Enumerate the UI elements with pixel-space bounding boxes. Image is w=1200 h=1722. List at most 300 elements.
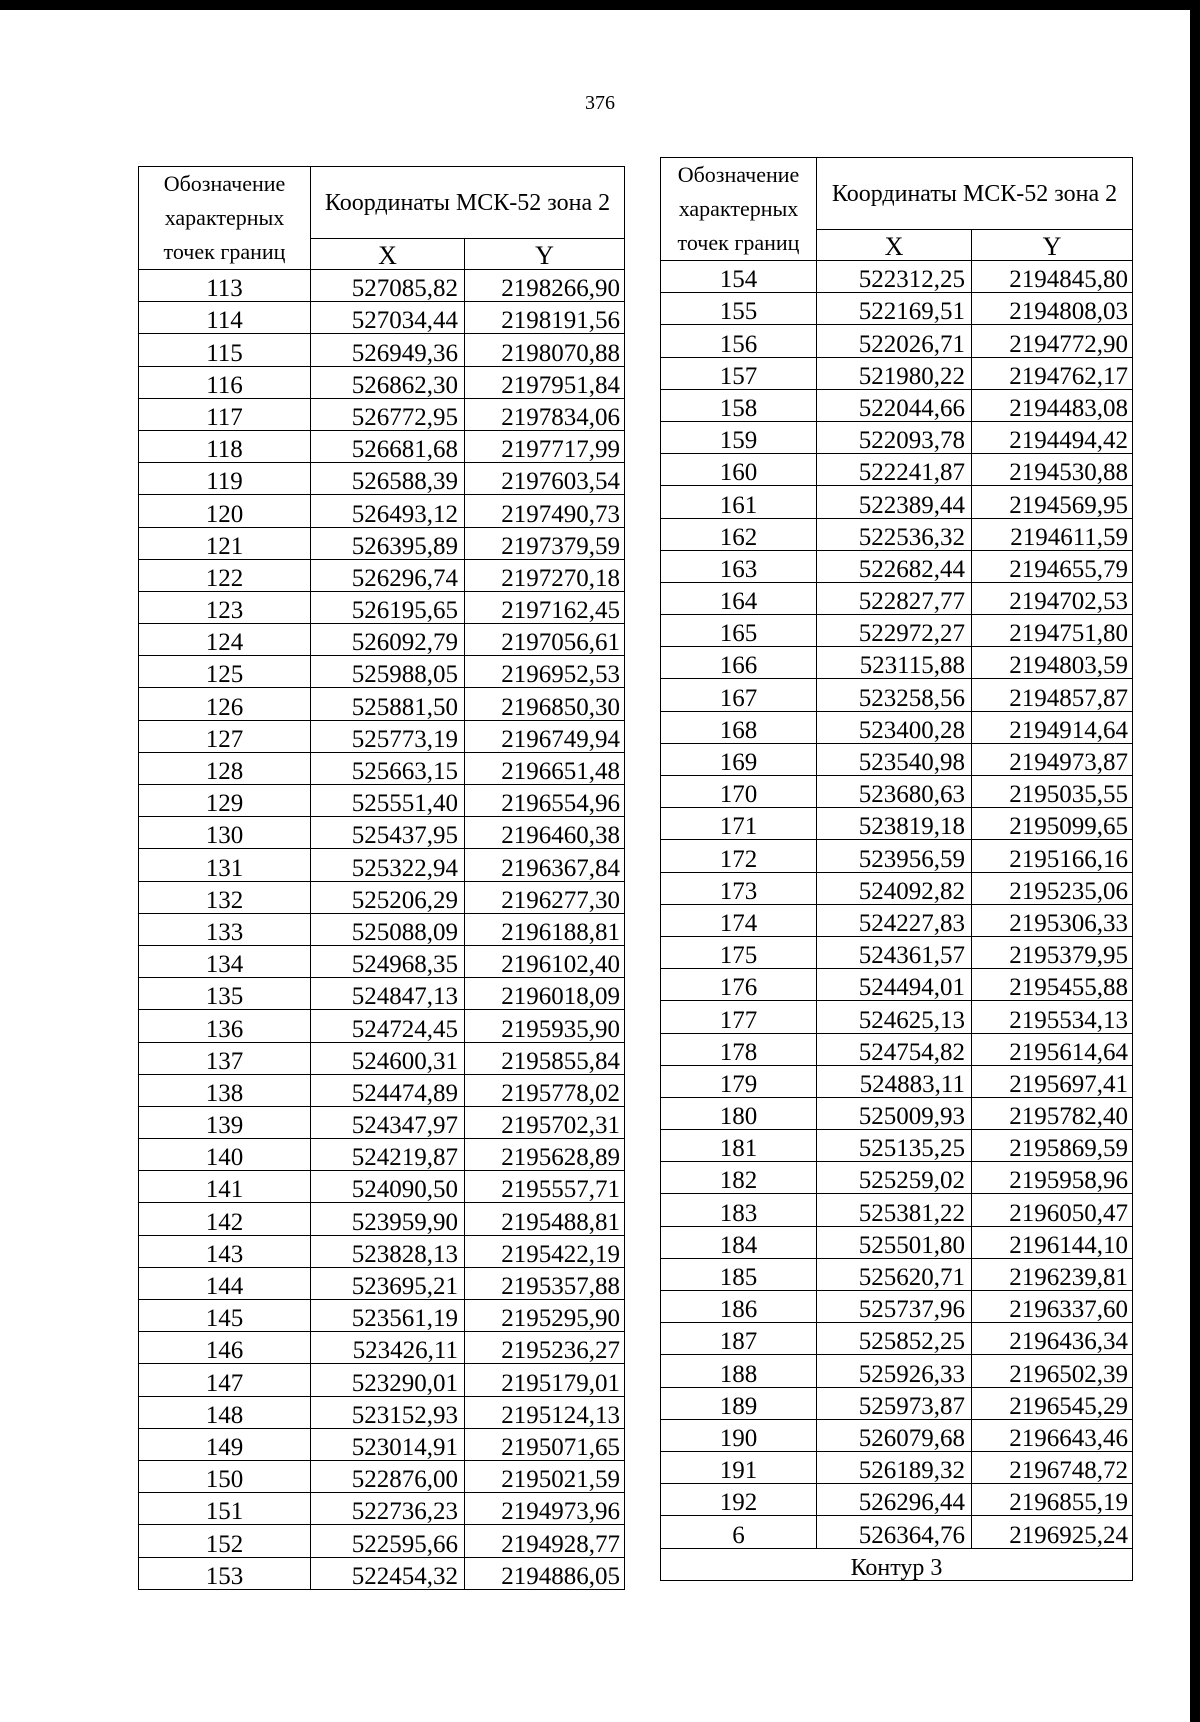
table-row bbox=[139, 881, 625, 913]
table-row bbox=[139, 527, 625, 559]
table-row bbox=[139, 978, 625, 1010]
table-row bbox=[139, 752, 625, 784]
y-value: 2196651,48 bbox=[465, 752, 625, 784]
point-number: 171 bbox=[661, 808, 817, 840]
x-value: 524968,35 bbox=[311, 945, 465, 977]
y-value: 2195306,33 bbox=[972, 904, 1133, 936]
point-number: 154 bbox=[661, 261, 817, 293]
table-row bbox=[139, 1235, 625, 1267]
y-value: 2194928,77 bbox=[465, 1525, 625, 1557]
point-number: 120 bbox=[139, 495, 311, 527]
point-number: 142 bbox=[139, 1203, 311, 1235]
y-value: 2194611,59 bbox=[972, 518, 1133, 550]
point-number: 164 bbox=[661, 582, 817, 614]
y-value: 2194857,87 bbox=[972, 679, 1133, 711]
y-value: 2194483,08 bbox=[972, 389, 1133, 421]
table-row bbox=[139, 913, 625, 945]
point-number: 175 bbox=[661, 936, 817, 968]
table-row bbox=[139, 1460, 625, 1492]
y-value: 2196855,19 bbox=[972, 1484, 1133, 1516]
y-value: 2195124,13 bbox=[465, 1396, 625, 1428]
point-number: 184 bbox=[661, 1226, 817, 1258]
point-number: 181 bbox=[661, 1130, 817, 1162]
x-value: 525737,96 bbox=[817, 1291, 972, 1323]
x-value: 526395,89 bbox=[311, 527, 465, 559]
point-number: 128 bbox=[139, 752, 311, 784]
x-value: 527085,82 bbox=[311, 270, 465, 302]
x-value: 522876,00 bbox=[311, 1460, 465, 1492]
table-row bbox=[139, 1364, 625, 1396]
x-value: 524883,11 bbox=[817, 1065, 972, 1097]
x-value: 524625,13 bbox=[817, 1001, 972, 1033]
point-number: 174 bbox=[661, 904, 817, 936]
point-number: 190 bbox=[661, 1419, 817, 1451]
point-number: 155 bbox=[661, 293, 817, 325]
y-value: 2196188,81 bbox=[465, 913, 625, 945]
point-number: 113 bbox=[139, 270, 311, 302]
x-value: 522454,32 bbox=[311, 1557, 465, 1589]
table-row bbox=[661, 1419, 1133, 1451]
x-value: 523400,28 bbox=[817, 711, 972, 743]
table-row bbox=[661, 1194, 1133, 1226]
y-value: 2198191,56 bbox=[465, 302, 625, 334]
point-number: 153 bbox=[139, 1557, 311, 1589]
table-row bbox=[139, 849, 625, 881]
x-value: 527034,44 bbox=[311, 302, 465, 334]
point-number: 119 bbox=[139, 463, 311, 495]
table-row bbox=[139, 1074, 625, 1106]
x-value: 524090,50 bbox=[311, 1171, 465, 1203]
table-row bbox=[661, 1033, 1133, 1065]
y-value: 2195166,16 bbox=[972, 840, 1133, 872]
x-value: 524494,01 bbox=[817, 969, 972, 1001]
table-row bbox=[139, 366, 625, 398]
y-value: 2197717,99 bbox=[465, 430, 625, 462]
table-row bbox=[661, 1484, 1133, 1516]
point-number: 143 bbox=[139, 1235, 311, 1267]
x-value: 523540,98 bbox=[817, 743, 972, 775]
table-row bbox=[661, 582, 1133, 614]
point-number: 172 bbox=[661, 840, 817, 872]
x-value: 526296,44 bbox=[817, 1484, 972, 1516]
x-value: 522827,77 bbox=[817, 582, 972, 614]
table-row bbox=[661, 325, 1133, 357]
y-value: 2196239,81 bbox=[972, 1258, 1133, 1290]
y-value: 2195357,88 bbox=[465, 1267, 625, 1299]
y-value: 2195379,95 bbox=[972, 936, 1133, 968]
x-value: 524754,82 bbox=[817, 1033, 972, 1065]
y-value: 2194530,88 bbox=[972, 454, 1133, 486]
point-number: 159 bbox=[661, 421, 817, 453]
y-value: 2196102,40 bbox=[465, 945, 625, 977]
table-row bbox=[661, 261, 1133, 293]
point-number: 121 bbox=[139, 527, 311, 559]
point-number: 160 bbox=[661, 454, 817, 486]
point-number: 156 bbox=[661, 325, 817, 357]
y-value: 2195697,41 bbox=[972, 1065, 1133, 1097]
point-number: 137 bbox=[139, 1042, 311, 1074]
y-value: 2194886,05 bbox=[465, 1557, 625, 1589]
y-value: 2196850,30 bbox=[465, 688, 625, 720]
point-number: 191 bbox=[661, 1451, 817, 1483]
y-value: 2196952,53 bbox=[465, 656, 625, 688]
point-number: 149 bbox=[139, 1428, 311, 1460]
point-number: 158 bbox=[661, 389, 817, 421]
table-row bbox=[661, 1065, 1133, 1097]
x-value: 524347,97 bbox=[311, 1106, 465, 1138]
table-row bbox=[661, 647, 1133, 679]
table-row bbox=[661, 1162, 1133, 1194]
point-number: 161 bbox=[661, 486, 817, 518]
x-value: 525206,29 bbox=[311, 881, 465, 913]
x-value: 526092,79 bbox=[311, 624, 465, 656]
point-number: 162 bbox=[661, 518, 817, 550]
y-value: 2195488,81 bbox=[465, 1203, 625, 1235]
table-row bbox=[661, 679, 1133, 711]
point-number: 138 bbox=[139, 1074, 311, 1106]
y-value: 2195782,40 bbox=[972, 1097, 1133, 1129]
x-value: 526189,32 bbox=[817, 1451, 972, 1483]
y-value: 2195422,19 bbox=[465, 1235, 625, 1267]
point-number: 126 bbox=[139, 688, 311, 720]
x-value: 523290,01 bbox=[311, 1364, 465, 1396]
point-number: 157 bbox=[661, 357, 817, 389]
y-value: 2196502,39 bbox=[972, 1355, 1133, 1387]
y-value: 2194655,79 bbox=[972, 550, 1133, 582]
x-value: 523561,19 bbox=[311, 1300, 465, 1332]
x-value: 523959,90 bbox=[311, 1203, 465, 1235]
x-value: 526493,12 bbox=[311, 495, 465, 527]
y-value: 2195958,96 bbox=[972, 1162, 1133, 1194]
x-value: 524847,13 bbox=[311, 978, 465, 1010]
y-value: 2195614,64 bbox=[972, 1033, 1133, 1065]
header-y: Y bbox=[465, 239, 625, 270]
point-number: 114 bbox=[139, 302, 311, 334]
table-row bbox=[661, 1323, 1133, 1355]
point-number: 135 bbox=[139, 978, 311, 1010]
x-value: 523695,21 bbox=[311, 1267, 465, 1299]
table-row bbox=[139, 1203, 625, 1235]
table-row bbox=[661, 969, 1133, 1001]
point-number: 127 bbox=[139, 720, 311, 752]
table-row bbox=[661, 872, 1133, 904]
table-row bbox=[661, 776, 1133, 808]
table-row bbox=[139, 1428, 625, 1460]
point-number: 178 bbox=[661, 1033, 817, 1065]
x-value: 522736,23 bbox=[311, 1493, 465, 1525]
contour-label: Контур 3 bbox=[661, 1548, 1133, 1580]
point-number: 145 bbox=[139, 1300, 311, 1332]
point-number: 192 bbox=[661, 1484, 817, 1516]
table-row bbox=[139, 1332, 625, 1364]
y-value: 2196018,09 bbox=[465, 978, 625, 1010]
y-value: 2195071,65 bbox=[465, 1428, 625, 1460]
y-value: 2194772,90 bbox=[972, 325, 1133, 357]
y-value: 2195295,90 bbox=[465, 1300, 625, 1332]
point-number: 129 bbox=[139, 785, 311, 817]
y-value: 2195235,06 bbox=[972, 872, 1133, 904]
x-value: 524227,83 bbox=[817, 904, 972, 936]
y-value: 2194803,59 bbox=[972, 647, 1133, 679]
point-number: 166 bbox=[661, 647, 817, 679]
x-value: 523014,91 bbox=[311, 1428, 465, 1460]
x-value: 522241,87 bbox=[817, 454, 972, 486]
table-row bbox=[139, 688, 625, 720]
y-value: 2194762,17 bbox=[972, 357, 1133, 389]
x-value: 523819,18 bbox=[817, 808, 972, 840]
x-value: 522682,44 bbox=[817, 550, 972, 582]
x-value: 525881,50 bbox=[311, 688, 465, 720]
y-value: 2196436,34 bbox=[972, 1323, 1133, 1355]
x-value: 526772,95 bbox=[311, 398, 465, 430]
point-number: 177 bbox=[661, 1001, 817, 1033]
table-row bbox=[139, 559, 625, 591]
header-x: X bbox=[817, 230, 972, 261]
x-value: 525437,95 bbox=[311, 817, 465, 849]
y-value: 2196144,10 bbox=[972, 1226, 1133, 1258]
point-number: 141 bbox=[139, 1171, 311, 1203]
point-number: 182 bbox=[661, 1162, 817, 1194]
x-value: 525973,87 bbox=[817, 1387, 972, 1419]
y-value: 2197834,06 bbox=[465, 398, 625, 430]
header-point-label: Обозначение характерных точек границ bbox=[139, 167, 311, 270]
point-number: 148 bbox=[139, 1396, 311, 1428]
table-row bbox=[139, 430, 625, 462]
x-value: 524724,45 bbox=[311, 1010, 465, 1042]
y-value: 2194914,64 bbox=[972, 711, 1133, 743]
point-number: 139 bbox=[139, 1106, 311, 1138]
table-row bbox=[139, 495, 625, 527]
point-number: 146 bbox=[139, 1332, 311, 1364]
point-number: 130 bbox=[139, 817, 311, 849]
point-number: 187 bbox=[661, 1323, 817, 1355]
y-value: 2197490,73 bbox=[465, 495, 625, 527]
table-row bbox=[661, 711, 1133, 743]
x-value: 525381,22 bbox=[817, 1194, 972, 1226]
x-value: 523426,11 bbox=[311, 1332, 465, 1364]
y-value: 2194973,96 bbox=[465, 1493, 625, 1525]
table-row bbox=[661, 550, 1133, 582]
table-row bbox=[139, 1010, 625, 1042]
x-value: 522595,66 bbox=[311, 1525, 465, 1557]
x-value: 526862,30 bbox=[311, 366, 465, 398]
x-value: 525009,93 bbox=[817, 1097, 972, 1129]
point-number: 125 bbox=[139, 656, 311, 688]
point-number: 131 bbox=[139, 849, 311, 881]
y-value: 2196748,72 bbox=[972, 1451, 1133, 1483]
table-row bbox=[661, 486, 1133, 518]
y-value: 2195869,59 bbox=[972, 1130, 1133, 1162]
table-row bbox=[139, 624, 625, 656]
coordinates-table-left bbox=[138, 166, 625, 1590]
point-number: 168 bbox=[661, 711, 817, 743]
x-value: 524092,82 bbox=[817, 872, 972, 904]
point-number: 165 bbox=[661, 615, 817, 647]
x-value: 525135,25 bbox=[817, 1130, 972, 1162]
point-number: 147 bbox=[139, 1364, 311, 1396]
table-row bbox=[661, 1387, 1133, 1419]
point-number: 134 bbox=[139, 945, 311, 977]
x-value: 523258,56 bbox=[817, 679, 972, 711]
point-number: 169 bbox=[661, 743, 817, 775]
table-row bbox=[661, 518, 1133, 550]
table-row bbox=[661, 1516, 1133, 1548]
point-number: 151 bbox=[139, 1493, 311, 1525]
y-value: 2197603,54 bbox=[465, 463, 625, 495]
point-number: 167 bbox=[661, 679, 817, 711]
x-value: 526364,76 bbox=[817, 1516, 972, 1548]
point-number: 188 bbox=[661, 1355, 817, 1387]
table-row bbox=[661, 840, 1133, 872]
table-row bbox=[139, 1493, 625, 1525]
x-value: 522169,51 bbox=[817, 293, 972, 325]
point-number: 140 bbox=[139, 1139, 311, 1171]
point-number: 133 bbox=[139, 913, 311, 945]
x-value: 524600,31 bbox=[311, 1042, 465, 1074]
table-row bbox=[661, 1291, 1133, 1323]
header-x: X bbox=[311, 239, 465, 270]
point-number: 132 bbox=[139, 881, 311, 913]
table-row bbox=[661, 1097, 1133, 1129]
left-table-body bbox=[139, 270, 625, 1590]
y-value: 2196460,38 bbox=[465, 817, 625, 849]
y-value: 2196367,84 bbox=[465, 849, 625, 881]
point-number: 150 bbox=[139, 1460, 311, 1492]
y-value: 2195534,13 bbox=[972, 1001, 1133, 1033]
coordinates-table-right bbox=[660, 157, 1133, 1581]
header-y: Y bbox=[972, 230, 1133, 261]
x-value: 522093,78 bbox=[817, 421, 972, 453]
x-value: 522389,44 bbox=[817, 486, 972, 518]
header-coord-group: Координаты МСК-52 зона 2 bbox=[311, 167, 625, 239]
y-value: 2194973,87 bbox=[972, 743, 1133, 775]
table-row bbox=[661, 743, 1133, 775]
table-row bbox=[139, 302, 625, 334]
y-value: 2195778,02 bbox=[465, 1074, 625, 1106]
y-value: 2196545,29 bbox=[972, 1387, 1133, 1419]
x-value: 523828,13 bbox=[311, 1235, 465, 1267]
right-table-body bbox=[661, 261, 1133, 1549]
x-value: 525988,05 bbox=[311, 656, 465, 688]
x-value: 526949,36 bbox=[311, 334, 465, 366]
x-value: 523680,63 bbox=[817, 776, 972, 808]
y-value: 2198266,90 bbox=[465, 270, 625, 302]
y-value: 2194751,80 bbox=[972, 615, 1133, 647]
y-value: 2195455,88 bbox=[972, 969, 1133, 1001]
y-value: 2196749,94 bbox=[465, 720, 625, 752]
y-value: 2195628,89 bbox=[465, 1139, 625, 1171]
x-value: 522312,25 bbox=[817, 261, 972, 293]
x-value: 525088,09 bbox=[311, 913, 465, 945]
point-number: 123 bbox=[139, 591, 311, 623]
point-number: 136 bbox=[139, 1010, 311, 1042]
y-value: 2197270,18 bbox=[465, 559, 625, 591]
x-value: 522044,66 bbox=[817, 389, 972, 421]
x-value: 525926,33 bbox=[817, 1355, 972, 1387]
point-number: 152 bbox=[139, 1525, 311, 1557]
table-row bbox=[661, 293, 1133, 325]
point-number: 173 bbox=[661, 872, 817, 904]
x-value: 525501,80 bbox=[817, 1226, 972, 1258]
table-row bbox=[139, 1557, 625, 1589]
table-row bbox=[139, 591, 625, 623]
point-number: 179 bbox=[661, 1065, 817, 1097]
y-value: 2196337,60 bbox=[972, 1291, 1133, 1323]
y-value: 2195236,27 bbox=[465, 1332, 625, 1364]
table-row bbox=[139, 398, 625, 430]
table-row bbox=[661, 1258, 1133, 1290]
x-value: 521980,22 bbox=[817, 357, 972, 389]
y-value: 2196554,96 bbox=[465, 785, 625, 817]
y-value: 2197951,84 bbox=[465, 366, 625, 398]
table-row bbox=[139, 945, 625, 977]
x-value: 524474,89 bbox=[311, 1074, 465, 1106]
y-value: 2197162,45 bbox=[465, 591, 625, 623]
table-row bbox=[661, 904, 1133, 936]
table-row bbox=[139, 1106, 625, 1138]
y-value: 2195935,90 bbox=[465, 1010, 625, 1042]
table-row bbox=[661, 1130, 1133, 1162]
page-frame-top bbox=[0, 0, 1196, 10]
point-number: 170 bbox=[661, 776, 817, 808]
table-row bbox=[139, 1267, 625, 1299]
point-number: 118 bbox=[139, 430, 311, 462]
x-value: 525773,19 bbox=[311, 720, 465, 752]
point-number: 115 bbox=[139, 334, 311, 366]
y-value: 2194569,95 bbox=[972, 486, 1133, 518]
table-row bbox=[661, 357, 1133, 389]
point-number: 144 bbox=[139, 1267, 311, 1299]
page-frame-right bbox=[1190, 0, 1200, 1722]
table-row bbox=[139, 1396, 625, 1428]
table-row bbox=[661, 1226, 1133, 1258]
x-value: 525259,02 bbox=[817, 1162, 972, 1194]
x-value: 523152,93 bbox=[311, 1396, 465, 1428]
table-row bbox=[139, 1300, 625, 1332]
y-value: 2194808,03 bbox=[972, 293, 1133, 325]
y-value: 2195179,01 bbox=[465, 1364, 625, 1396]
x-value: 525551,40 bbox=[311, 785, 465, 817]
page-number: 376 bbox=[585, 92, 615, 114]
table-row bbox=[661, 454, 1133, 486]
y-value: 2195557,71 bbox=[465, 1171, 625, 1203]
x-value: 523956,59 bbox=[817, 840, 972, 872]
y-value: 2194494,42 bbox=[972, 421, 1133, 453]
table-row bbox=[139, 1042, 625, 1074]
point-number: 117 bbox=[139, 398, 311, 430]
x-value: 522536,32 bbox=[817, 518, 972, 550]
table-row bbox=[661, 389, 1133, 421]
x-value: 525663,15 bbox=[311, 752, 465, 784]
x-value: 525852,25 bbox=[817, 1323, 972, 1355]
y-value: 2197056,61 bbox=[465, 624, 625, 656]
table-row bbox=[139, 334, 625, 366]
point-number: 180 bbox=[661, 1097, 817, 1129]
y-value: 2198070,88 bbox=[465, 334, 625, 366]
point-number: 183 bbox=[661, 1194, 817, 1226]
y-value: 2194845,80 bbox=[972, 261, 1133, 293]
y-value: 2196643,46 bbox=[972, 1419, 1133, 1451]
point-number: 122 bbox=[139, 559, 311, 591]
x-value: 526079,68 bbox=[817, 1419, 972, 1451]
point-number: 116 bbox=[139, 366, 311, 398]
y-value: 2197379,59 bbox=[465, 527, 625, 559]
y-value: 2195021,59 bbox=[465, 1460, 625, 1492]
table-row bbox=[139, 1139, 625, 1171]
table-row bbox=[139, 463, 625, 495]
x-value: 525322,94 bbox=[311, 849, 465, 881]
point-number: 186 bbox=[661, 1291, 817, 1323]
